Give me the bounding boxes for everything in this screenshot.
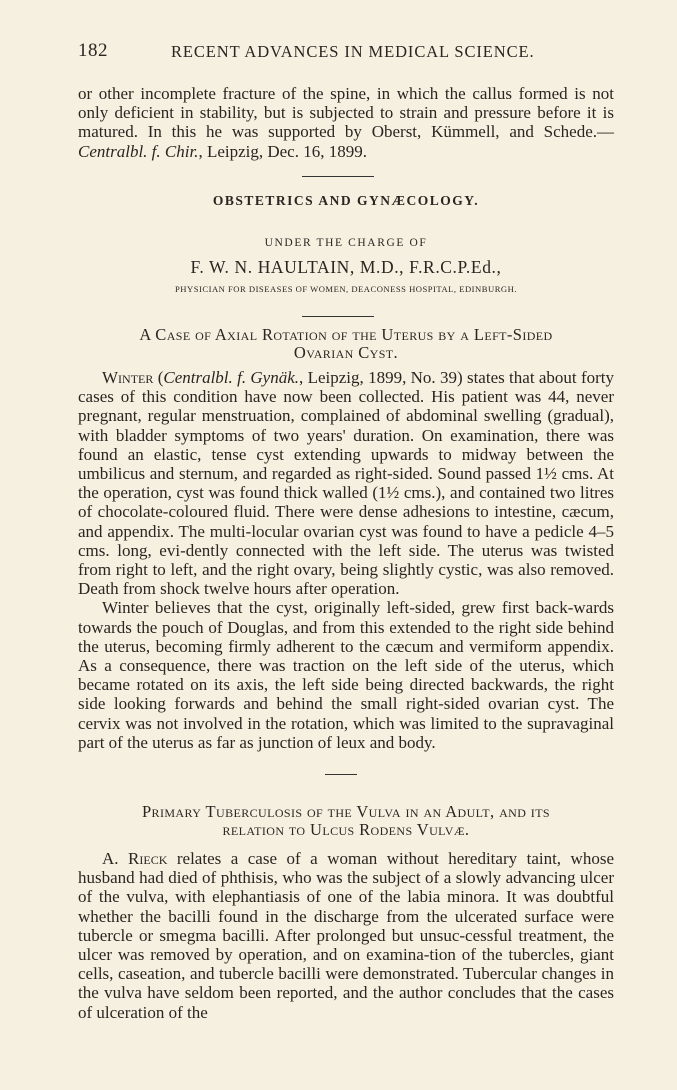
article-journal: Centralbl. f. Gynäk. [163, 368, 300, 387]
article-text: , Leipzig, 1899, No. 39) states that about forty cases of this condition have now been collected. His patient was 44, never pregnant, regular menstruation, complained of abdominal swelling (gradual), with bladder symptoms of two years' duration. On examination, there was found an elastic, tense cyst extending upwards to midway between the umbilicus and sternum, and regarded as right-sided. Sound passed 1½ cms. At the operation, cyst was found thick walled (1½ cms.), and contained two litres of chocolate-coloured fluid. There were dense adhesions to intestine, cæcum, and appendix. The multi-locular ovarian cyst was found to have a pedicle 4–5 cms. long, evi-dently connected with the left side. The uterus was twisted from right to left, and the right ovary, being slightly cystic, was also removed. Death from shock twelve hours after operation. [78, 368, 614, 599]
intro-citation-rest: , Leipzig, Dec. 16, 1899. [198, 141, 367, 161]
page-number: 182 [78, 40, 108, 61]
article-text: ( [153, 368, 164, 387]
editor-affiliation: PHYSICIAN FOR DISEASES OF WOMEN, DEACONESS HOSPITAL, EDINBURGH. [175, 284, 517, 294]
article-text: relates a case of a woman without hereditary taint, whose husband had died of phthisis, who was the subject of a slowly advancing ulcer of the vulva, with elephantiasis of one of the labia minora. It was doubtful whether the bacilli found in the discharge from the ulcerated surface were tubercle or smegma bacilli. After prolonged but unsuc-cessful treatment, the ulcer was removed by operation, and on examina-tion of the tubercles, giant cells, caseation, and tubercle bacilli were demonstrated. Tubercular changes in the vulva have seldom been reported, and the author concludes that the cases of ulceration of the [78, 849, 614, 1022]
running-title: RECENT ADVANCES IN MEDICAL SCIENCE. [171, 42, 535, 61]
intro-text: or other incomplete fracture of the spine, in which the callus formed is not only deficient in stability, but is subjected to strain and pressure before it is matured. In this he was supported by Oberst, Kümmell, and Schede.— [78, 84, 614, 142]
article-title-line: Ovarian Cyst. [293, 343, 399, 362]
intro-paragraph [78, 84, 614, 161]
article-title-line: A Case of Axial Rotation of the Uterus by a Left-Sided [139, 325, 553, 344]
page-header [78, 40, 614, 66]
article-title [78, 326, 614, 362]
section-editor: F. W. N. HAULTAIN, M.D., F.R.C.P.Ed., [190, 257, 502, 277]
divider [302, 316, 374, 317]
article-body [78, 368, 614, 752]
charge-line: UNDER THE CHARGE OF [264, 237, 428, 249]
article-title-line: relation to Ulcus Rodens Vulvæ. [222, 820, 470, 839]
article-paragraph: Winter believes that the cyst, originally left-sided, grew first back-wards towards the pouch of Douglas, and from this extended to the right side behind the uterus, becoming firmly adherent to the cæcum and vermiform appendix. As a consequence, there was traction on the left side of the uterus, which became rotated on its axis, the left side being directed backwards, the right side looking forwards and behind the small right-sided ovarian cyst. The cervix was not involved in the rotation, which was limited to the supravaginal part of the uterus as far as junction of leux and body. [78, 598, 614, 752]
article-title [78, 803, 614, 839]
divider [302, 176, 374, 177]
article-author: Rieck [128, 849, 168, 868]
article-author: Winter [102, 368, 154, 387]
article-title-line: Primary Tuberculosis of the Vulva in an Adult, and its [141, 802, 551, 821]
intro-citation: Centralbl. f. Chir. [78, 141, 199, 161]
section-title: OBSTETRICS AND GYNÆCOLOGY. [212, 193, 480, 208]
article-author-prefix: A. [102, 849, 129, 868]
article-body [78, 849, 614, 1022]
divider [325, 774, 357, 775]
